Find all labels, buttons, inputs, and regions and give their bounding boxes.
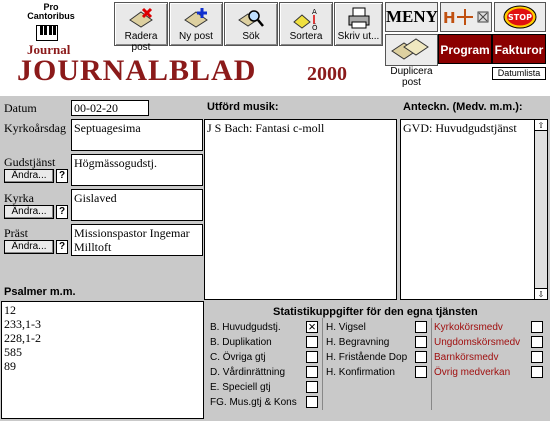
psalm-item: 228,1-2 <box>4 331 41 345</box>
navigation-button[interactable] <box>440 2 492 32</box>
sort-button[interactable] <box>279 2 333 46</box>
stat-checkbox-speciell[interactable] <box>306 381 318 393</box>
new-post-button[interactable] <box>169 2 223 46</box>
stat-checkbox-begravning[interactable] <box>415 336 427 348</box>
priest-help-button[interactable]: ? <box>56 240 68 254</box>
svg-text:A: A <box>312 8 317 16</box>
page-year: 2000 <box>307 63 347 85</box>
svg-text:H: H <box>443 9 456 27</box>
program-button[interactable]: Program <box>438 34 492 64</box>
church-help-button[interactable]: ? <box>56 205 68 219</box>
duplicate-post-button[interactable] <box>385 34 438 66</box>
notes-label: Anteckn. (Medv. m.m.): <box>403 101 523 113</box>
stat-checkbox-duplikation[interactable] <box>306 336 318 348</box>
stat-label: Kyrkokörsmedv <box>434 322 503 333</box>
notes-field[interactable] <box>400 119 548 300</box>
date-field[interactable]: 00-02-20 <box>71 100 149 116</box>
priest-field[interactable]: Missionspastor Ingemar Milltoft <box>71 224 203 256</box>
stats-divider-1 <box>322 318 323 410</box>
music-label: Utförd musik: <box>207 101 279 113</box>
psalm-item: 585 <box>4 345 22 359</box>
stat-checkbox-barnkor[interactable] <box>531 351 543 363</box>
date-label: Datum <box>4 101 37 115</box>
church-day-label: Kyrkoårsdag <box>4 121 66 135</box>
duplicate-post-label: Duplicera post <box>390 66 433 88</box>
stat-label: H. Begravning <box>326 337 390 348</box>
stat-label: Barnkörsmedv <box>434 352 499 363</box>
psalm-item: 12 <box>4 303 16 317</box>
stat-label: FG. Mus.gtj & Kons <box>210 397 297 408</box>
sort-label: Sortera <box>289 31 323 42</box>
stat-label: E. Speciell gtj <box>210 382 271 393</box>
logo-line1: Pro <box>43 2 59 12</box>
stats-divider-2 <box>431 318 432 410</box>
invoices-button[interactable]: Fakturor <box>492 34 546 64</box>
notes-scrollbar[interactable] <box>534 120 547 299</box>
search-icon <box>237 6 265 30</box>
stat-label: B. Duplikation <box>210 337 272 348</box>
stat-checkbox-kyrkokor[interactable] <box>531 321 543 333</box>
stats-title: Statistikuppgifter för den egna tjänsten <box>273 306 478 318</box>
service-change-button[interactable]: Ändra... <box>4 169 54 183</box>
stat-checkbox-vardinrattning[interactable] <box>306 366 318 378</box>
priest-label: Präst <box>4 226 28 240</box>
service-field[interactable]: Högmässogudstj. <box>71 154 203 186</box>
scroll-up-icon[interactable]: ⇧ <box>535 120 547 131</box>
church-change-button[interactable]: Ändra... <box>4 205 54 219</box>
logo-brand: Journal <box>27 42 71 57</box>
logo-text <box>21 3 81 21</box>
church-label: Kyrka <box>4 191 34 205</box>
stop-button[interactable] <box>494 2 546 32</box>
scroll-down-icon[interactable]: ⇩ <box>535 288 547 299</box>
navigation-icon <box>441 3 491 31</box>
stat-checkbox-musgtj[interactable] <box>306 396 318 408</box>
notes-value: GVD: Huvudgudstjänst <box>403 121 517 135</box>
stat-label: H. Fristående Dop <box>326 352 408 363</box>
stats-column-2 <box>326 321 430 381</box>
print-label: Skriv ut... <box>337 31 380 42</box>
delete-post-icon <box>127 6 155 30</box>
stat-label: D. Vårdinrättning <box>210 367 286 378</box>
menu-button[interactable]: MENY <box>385 2 438 32</box>
stat-checkbox-ovrig-medverkan[interactable] <box>531 366 543 378</box>
psalms-field[interactable] <box>1 301 204 419</box>
search-button[interactable] <box>224 2 278 46</box>
psalms-label: Psalmer m.m. <box>4 286 76 298</box>
service-label: Gudstjänst <box>4 155 56 169</box>
stat-label: C. Övriga gtj <box>210 352 266 363</box>
stat-label: Övrig medverkan <box>434 367 511 378</box>
stat-checkbox-dop[interactable] <box>415 351 427 363</box>
stats-column-1 <box>210 321 322 411</box>
stop-icon <box>495 3 545 31</box>
delete-post-button[interactable] <box>114 2 168 53</box>
stat-label: B. Huvudgudstj. <box>210 322 281 333</box>
page-title: JOURNALBLAD <box>17 54 257 87</box>
music-field[interactable]: J S Bach: Fantasi c-moll <box>204 119 397 300</box>
church-day-field[interactable]: Septuagesima <box>71 119 203 151</box>
priest-change-button[interactable]: Ändra... <box>4 240 54 254</box>
stop-label: STOP <box>508 13 532 22</box>
psalm-item: 89 <box>4 359 16 373</box>
delete-post-label: Radera post <box>124 31 158 53</box>
stat-checkbox-ovriga[interactable] <box>306 351 318 363</box>
stat-checkbox-huvudgudstj[interactable] <box>306 321 318 333</box>
church-field[interactable]: Gislaved <box>71 189 203 221</box>
search-label: Sök <box>242 31 260 42</box>
new-post-icon <box>182 6 210 30</box>
piano-icon <box>36 25 58 41</box>
stat-checkbox-konfirmation[interactable] <box>415 366 427 378</box>
stat-label: H. Vigsel <box>326 322 366 333</box>
stat-label: Ungdomskörsmedv <box>434 337 521 348</box>
stat-checkbox-ungdomskor[interactable] <box>531 336 543 348</box>
sort-icon <box>292 6 320 30</box>
date-list-button[interactable]: Datumlista <box>492 67 546 80</box>
duplicate-post-icon <box>386 35 437 65</box>
stats-column-3 <box>434 321 546 381</box>
service-help-button[interactable]: ? <box>56 169 68 183</box>
logo-line2: Cantoribus <box>27 11 75 21</box>
svg-text:Ö: Ö <box>312 24 318 30</box>
psalm-item: 233,1-3 <box>4 317 41 331</box>
print-icon <box>345 6 373 30</box>
stat-checkbox-vigsel[interactable] <box>415 321 427 333</box>
new-post-label: Ny post <box>179 31 213 42</box>
stat-label: H. Konfirmation <box>326 367 395 378</box>
print-button[interactable] <box>334 2 383 46</box>
